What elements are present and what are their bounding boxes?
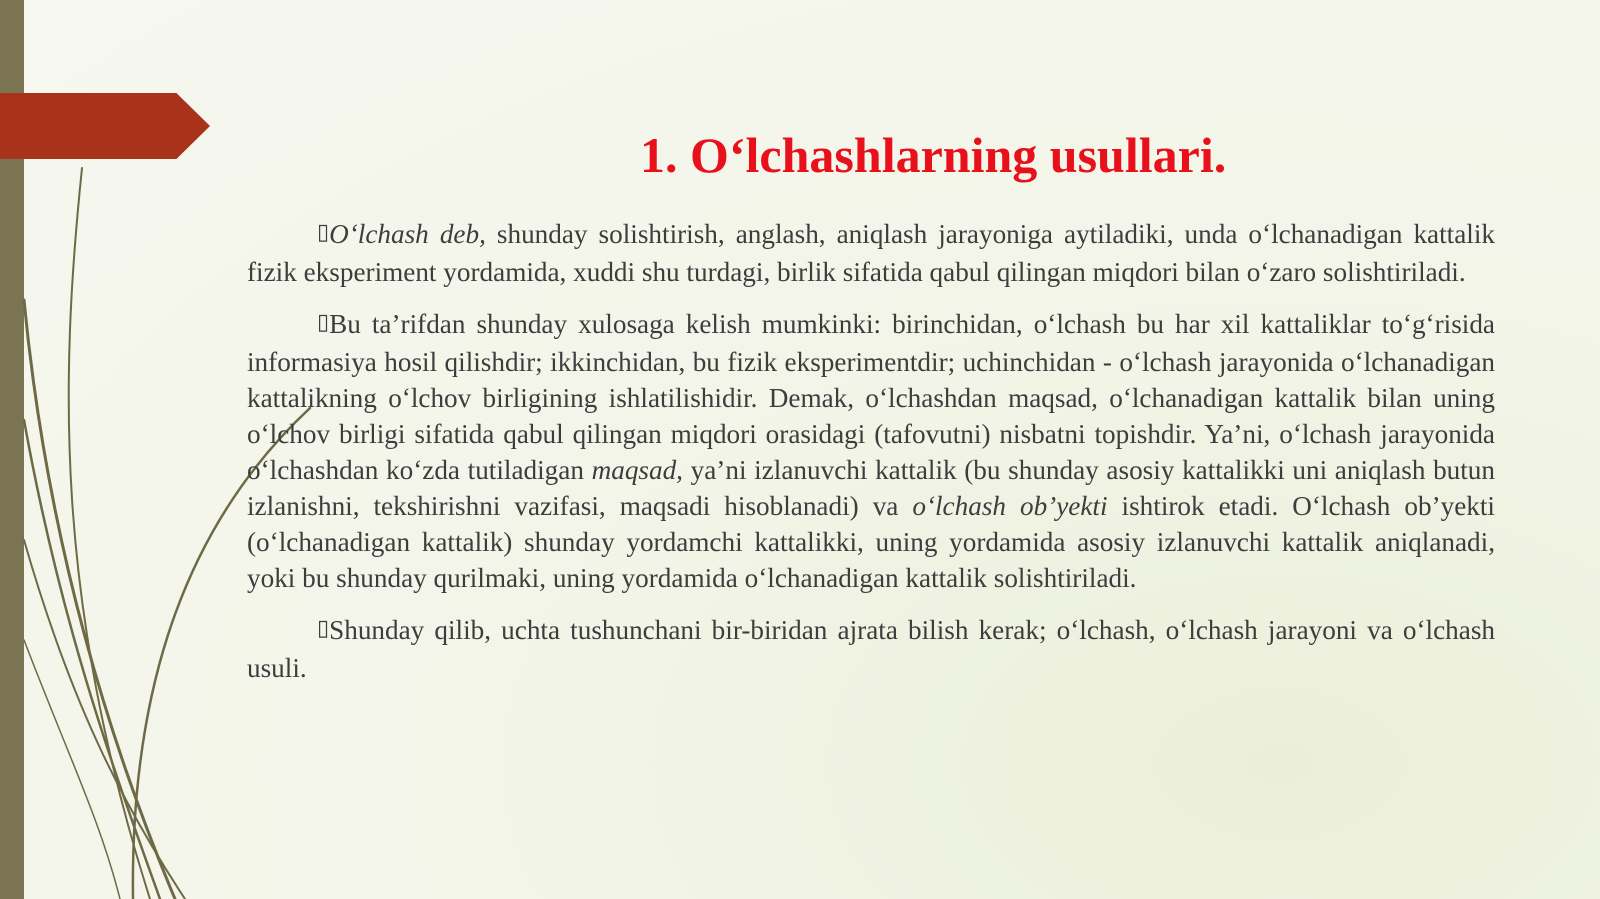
bullet-icon: ▯ xyxy=(317,615,330,640)
bullet-icon: ▯ xyxy=(317,219,330,244)
term-olchash-obyekti: o‘lchash ob’yekti xyxy=(912,491,1108,521)
paragraph-text: ishtirok etadi. O‘lchash ob’yekti (o‘lchanadigan kattalik) shunday yordamchi kattalikki, uning yordamida asosiy izlanuvchi kattalik aniqlanadi, yoki bu shunday qurilmaki, uning yordamida o‘lchanadigan kattalik solishtiriladi. xyxy=(247,491,1495,593)
paragraph-text: Bu ta’rifdan shunday xulosaga kelish mumkinki: birinchidan, o‘lchash bu har xil kattaliklar to‘g‘risida informasiya hosil qilishdir; ikkinchidan, bu fizik eksperimentdir; uchinchidan - o‘lchash jarayonida o‘lchanadigan kattalikning o‘lchov birligining ishlatilishidir. Demak, o‘lchashdan maqsad, o‘lchanadigan kattalik bilan uning o‘lchov birligi sifatida qabul qilingan miqdori orasidagi (tafovutni) nisbatni topishdir. Ya’ni, o‘lchash jarayonida o‘lchashdan ko‘zda tutiladigan xyxy=(247,309,1495,485)
paragraph-text: ya’ni izlanuvchi kattalik (bu shunday asosiy kattalikki uni aniqlash butun izlanishni, tekshirishni vazifasi, maqsadi hisoblanadi) va xyxy=(247,455,1495,521)
paragraph-text: shunday solishtirish, anglash, aniqlash jarayoniga aytiladiki, unda o‘lchanadigan kattalik fizik eksperiment yordamida, xuddi shu turdagi, birlik sifatida qabul qilingan miqdori bilan o‘zaro solishtiriladi. xyxy=(247,219,1495,287)
paragraph-text: Shunday qilib, uchta tushunchani bir-biridan ajrata bilish kerak; o‘lchash, o‘lchash jarayoni va o‘lchash usuli. xyxy=(247,615,1495,683)
term-olchash-deb: O‘lchash deb, xyxy=(329,219,486,249)
paragraph-definition xyxy=(247,216,1495,290)
term-maqsad: maqsad, xyxy=(591,455,683,485)
slide-body xyxy=(247,216,1495,702)
paragraph-explanation xyxy=(247,306,1495,596)
title-accent-tab xyxy=(0,93,210,159)
slide-title: 1. O‘lchashlarning usullari. xyxy=(640,127,1227,183)
paragraph-conclusion xyxy=(247,612,1495,686)
bullet-icon: ▯ xyxy=(317,309,330,334)
